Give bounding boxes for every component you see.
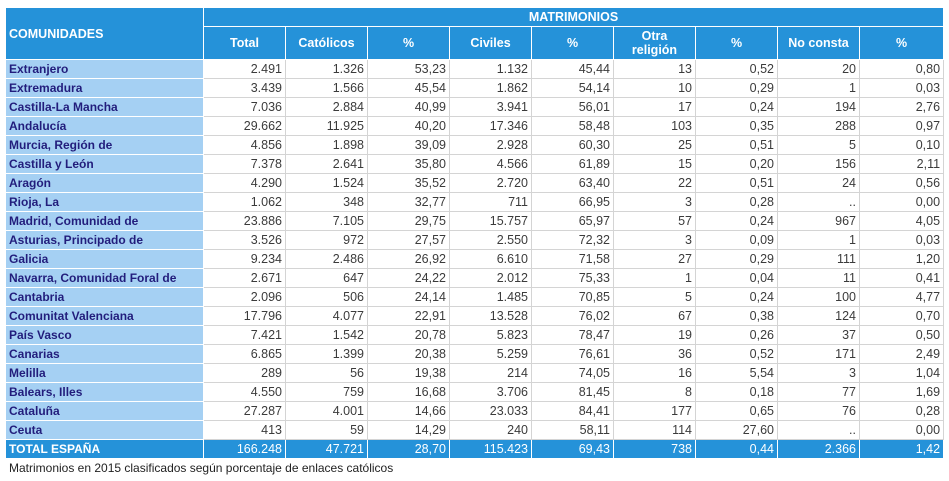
cell-pct-catolicos: 16,68: [368, 383, 450, 402]
cell-pct-otra-religion: 5,54: [696, 364, 778, 383]
cell-total: 9.234: [204, 250, 286, 269]
cell-pct-catolicos: 24,22: [368, 269, 450, 288]
cell-pct-no-consta: 0,41: [860, 269, 944, 288]
cell-no-consta: 77: [778, 383, 860, 402]
col-header-total: [204, 27, 286, 60]
cell-pct-civiles: 76,02: [532, 307, 614, 326]
cell-total: 17.796: [204, 307, 286, 326]
cell-pct-no-consta: 2,49: [860, 345, 944, 364]
cell-catolicos: 506: [286, 288, 368, 307]
total-row: [6, 440, 944, 459]
table-body: [6, 60, 944, 459]
cell-otra-religion: 36: [614, 345, 696, 364]
cell-otra-religion: 5: [614, 288, 696, 307]
cell-catolicos: 348: [286, 193, 368, 212]
col-header-label: %: [895, 36, 908, 50]
cell-catolicos: 4.077: [286, 307, 368, 326]
cell-no-consta: 37: [778, 326, 860, 345]
cell-no-consta: 2.366: [778, 440, 860, 459]
col-header-pct-otra-religion: [696, 27, 778, 60]
cell-pct-no-consta: 0,10: [860, 136, 944, 155]
region-label: Extranjero: [6, 60, 204, 79]
cell-catolicos: 7.105: [286, 212, 368, 231]
cell-no-consta: 1: [778, 231, 860, 250]
cell-pct-otra-religion: 0,35: [696, 117, 778, 136]
table-row: [6, 288, 944, 307]
col-header-label: Total: [230, 36, 259, 50]
cell-civiles: 17.346: [450, 117, 532, 136]
cell-total: 413: [204, 421, 286, 440]
cell-pct-otra-religion: 0,44: [696, 440, 778, 459]
cell-pct-otra-religion: 0,51: [696, 174, 778, 193]
group-header-matrimonios: MATRIMONIOS: [204, 8, 944, 27]
cell-catolicos: 2.884: [286, 98, 368, 117]
cell-pct-civiles: 81,45: [532, 383, 614, 402]
cell-pct-catolicos: 45,54: [368, 79, 450, 98]
col-header-no-consta: [778, 27, 860, 60]
region-label: Ceuta: [6, 421, 204, 440]
cell-pct-no-consta: 0,70: [860, 307, 944, 326]
cell-pct-otra-religion: 0,51: [696, 136, 778, 155]
cell-catolicos: 1.399: [286, 345, 368, 364]
cell-catolicos: 2.486: [286, 250, 368, 269]
cell-catolicos: 56: [286, 364, 368, 383]
cell-pct-otra-religion: 0,24: [696, 288, 778, 307]
cell-civiles: 1.485: [450, 288, 532, 307]
col-header-label: %: [566, 36, 579, 50]
cell-otra-religion: 22: [614, 174, 696, 193]
cell-catolicos: 972: [286, 231, 368, 250]
table-row: [6, 193, 944, 212]
cell-total: 7.421: [204, 326, 286, 345]
marriages-table-container: [5, 7, 943, 459]
cell-otra-religion: 57: [614, 212, 696, 231]
cell-otra-religion: 13: [614, 60, 696, 79]
cell-otra-religion: 10: [614, 79, 696, 98]
cell-total: 4.550: [204, 383, 286, 402]
cell-pct-catolicos: 20,78: [368, 326, 450, 345]
cell-no-consta: 156: [778, 155, 860, 174]
cell-pct-catolicos: 40,99: [368, 98, 450, 117]
cell-no-consta: 124: [778, 307, 860, 326]
col-header-pct-catolicos: [368, 27, 450, 60]
cell-civiles: 115.423: [450, 440, 532, 459]
cell-no-consta: 5: [778, 136, 860, 155]
cell-pct-no-consta: 0,03: [860, 231, 944, 250]
cell-total: 7.036: [204, 98, 286, 117]
table-row: [6, 98, 944, 117]
cell-catolicos: 4.001: [286, 402, 368, 421]
cell-total: 2.096: [204, 288, 286, 307]
cell-pct-civiles: 71,58: [532, 250, 614, 269]
cell-pct-otra-religion: 0,09: [696, 231, 778, 250]
cell-pct-no-consta: 1,04: [860, 364, 944, 383]
table-row: [6, 250, 944, 269]
cell-pct-catolicos: 29,75: [368, 212, 450, 231]
cell-pct-no-consta: 0,00: [860, 193, 944, 212]
cell-civiles: 711: [450, 193, 532, 212]
region-label: Asturias, Principado de: [6, 231, 204, 250]
cell-pct-civiles: 66,95: [532, 193, 614, 212]
col-header-pct-no-consta: [860, 27, 944, 60]
cell-pct-civiles: 61,89: [532, 155, 614, 174]
cell-otra-religion: 738: [614, 440, 696, 459]
cell-otra-religion: 1: [614, 269, 696, 288]
cell-civiles: 2.720: [450, 174, 532, 193]
cell-civiles: 2.550: [450, 231, 532, 250]
cell-pct-catolicos: 40,20: [368, 117, 450, 136]
table-row: [6, 326, 944, 345]
cell-pct-catolicos: 35,80: [368, 155, 450, 174]
cell-no-consta: 967: [778, 212, 860, 231]
cell-pct-catolicos: 26,92: [368, 250, 450, 269]
cell-civiles: 2.012: [450, 269, 532, 288]
table-row: [6, 136, 944, 155]
cell-no-consta: 24: [778, 174, 860, 193]
row-header-comunidades: COMUNIDADES: [6, 8, 204, 60]
cell-no-consta: 171: [778, 345, 860, 364]
cell-pct-otra-religion: 0,26: [696, 326, 778, 345]
cell-pct-otra-religion: 0,38: [696, 307, 778, 326]
region-label: País Vasco: [6, 326, 204, 345]
table-row: [6, 269, 944, 288]
cell-pct-otra-religion: 0,28: [696, 193, 778, 212]
cell-otra-religion: 27: [614, 250, 696, 269]
cell-catolicos: 47.721: [286, 440, 368, 459]
cell-total: 7.378: [204, 155, 286, 174]
cell-catolicos: 2.641: [286, 155, 368, 174]
cell-pct-otra-religion: 27,60: [696, 421, 778, 440]
cell-civiles: 1.862: [450, 79, 532, 98]
cell-no-consta: 100: [778, 288, 860, 307]
cell-civiles: 5.823: [450, 326, 532, 345]
cell-no-consta: 288: [778, 117, 860, 136]
cell-otra-religion: 16: [614, 364, 696, 383]
cell-pct-no-consta: 0,97: [860, 117, 944, 136]
cell-total: 2.671: [204, 269, 286, 288]
cell-pct-otra-religion: 0,52: [696, 60, 778, 79]
cell-otra-religion: 19: [614, 326, 696, 345]
cell-total: 2.491: [204, 60, 286, 79]
cell-pct-catolicos: 14,29: [368, 421, 450, 440]
cell-catolicos: 759: [286, 383, 368, 402]
cell-civiles: 240: [450, 421, 532, 440]
table-row: [6, 60, 944, 79]
cell-total: 27.287: [204, 402, 286, 421]
cell-pct-no-consta: 1,69: [860, 383, 944, 402]
cell-pct-catolicos: 39,09: [368, 136, 450, 155]
col-header-label: Civiles: [470, 36, 511, 50]
cell-pct-civiles: 54,14: [532, 79, 614, 98]
cell-no-consta: 20: [778, 60, 860, 79]
col-header-otra-religion: [614, 27, 696, 60]
region-label: Comunitat Valenciana: [6, 307, 204, 326]
cell-pct-civiles: 75,33: [532, 269, 614, 288]
cell-catolicos: 1.524: [286, 174, 368, 193]
col-header-civiles: [450, 27, 532, 60]
col-header-label: No consta: [788, 36, 849, 50]
cell-pct-no-consta: 4,77: [860, 288, 944, 307]
region-label: Rioja, La: [6, 193, 204, 212]
cell-civiles: 3.941: [450, 98, 532, 117]
cell-no-consta: ..: [778, 421, 860, 440]
cell-otra-religion: 177: [614, 402, 696, 421]
table-row: [6, 117, 944, 136]
cell-civiles: 5.259: [450, 345, 532, 364]
cell-catolicos: 1.326: [286, 60, 368, 79]
table-row: [6, 212, 944, 231]
cell-pct-no-consta: 4,05: [860, 212, 944, 231]
table-row: [6, 383, 944, 402]
cell-otra-religion: 67: [614, 307, 696, 326]
region-label: Navarra, Comunidad Foral de: [6, 269, 204, 288]
cell-pct-otra-religion: 0,18: [696, 383, 778, 402]
cell-pct-no-consta: 2,11: [860, 155, 944, 174]
cell-otra-religion: 25: [614, 136, 696, 155]
cell-pct-civiles: 84,41: [532, 402, 614, 421]
cell-total: 4.290: [204, 174, 286, 193]
cell-pct-no-consta: 0,00: [860, 421, 944, 440]
table-row: [6, 174, 944, 193]
cell-pct-catolicos: 20,38: [368, 345, 450, 364]
cell-total: 29.662: [204, 117, 286, 136]
cell-pct-otra-religion: 0,24: [696, 98, 778, 117]
cell-pct-catolicos: 53,23: [368, 60, 450, 79]
total-label: TOTAL ESPAÑA: [6, 440, 204, 459]
cell-pct-catolicos: 22,91: [368, 307, 450, 326]
cell-pct-civiles: 58,11: [532, 421, 614, 440]
cell-pct-catolicos: 19,38: [368, 364, 450, 383]
region-label: Melilla: [6, 364, 204, 383]
region-label: Galicia: [6, 250, 204, 269]
table-header: [6, 8, 944, 60]
cell-otra-religion: 114: [614, 421, 696, 440]
cell-no-consta: ..: [778, 193, 860, 212]
cell-pct-no-consta: 0,50: [860, 326, 944, 345]
region-label: Madrid, Comunidad de: [6, 212, 204, 231]
cell-pct-otra-religion: 0,04: [696, 269, 778, 288]
group-header-row: [6, 8, 944, 27]
cell-total: 289: [204, 364, 286, 383]
cell-pct-catolicos: 35,52: [368, 174, 450, 193]
col-header-label: %: [402, 36, 415, 50]
region-label: Extremadura: [6, 79, 204, 98]
cell-pct-catolicos: 24,14: [368, 288, 450, 307]
col-header-label: Católicos: [298, 36, 355, 50]
cell-no-consta: 111: [778, 250, 860, 269]
col-header-pct-civiles: [532, 27, 614, 60]
cell-catolicos: 59: [286, 421, 368, 440]
cell-pct-civiles: 60,30: [532, 136, 614, 155]
cell-civiles: 2.928: [450, 136, 532, 155]
cell-pct-no-consta: 0,28: [860, 402, 944, 421]
table-row: [6, 155, 944, 174]
cell-catolicos: 1.566: [286, 79, 368, 98]
cell-pct-otra-religion: 0,29: [696, 250, 778, 269]
cell-civiles: 13.528: [450, 307, 532, 326]
table-row: [6, 307, 944, 326]
region-label: Castilla y León: [6, 155, 204, 174]
cell-civiles: 6.610: [450, 250, 532, 269]
cell-pct-civiles: 70,85: [532, 288, 614, 307]
region-label: Cataluña: [6, 402, 204, 421]
cell-pct-no-consta: 0,80: [860, 60, 944, 79]
region-label: Aragón: [6, 174, 204, 193]
region-label: Murcia, Región de: [6, 136, 204, 155]
cell-total: 3.439: [204, 79, 286, 98]
cell-no-consta: 11: [778, 269, 860, 288]
cell-otra-religion: 8: [614, 383, 696, 402]
cell-civiles: 4.566: [450, 155, 532, 174]
cell-pct-civiles: 72,32: [532, 231, 614, 250]
region-label: Canarias: [6, 345, 204, 364]
cell-catolicos: 647: [286, 269, 368, 288]
table-caption: Matrimonios en 2015 clasificados según porcentaje de enlaces católicos: [9, 461, 394, 475]
cell-pct-catolicos: 14,66: [368, 402, 450, 421]
cell-civiles: 1.132: [450, 60, 532, 79]
cell-otra-religion: 103: [614, 117, 696, 136]
cell-no-consta: 1: [778, 79, 860, 98]
cell-pct-civiles: 65,97: [532, 212, 614, 231]
cell-otra-religion: 3: [614, 193, 696, 212]
cell-total: 166.248: [204, 440, 286, 459]
cell-otra-religion: 17: [614, 98, 696, 117]
cell-total: 4.856: [204, 136, 286, 155]
cell-pct-civiles: 58,48: [532, 117, 614, 136]
cell-pct-civiles: 78,47: [532, 326, 614, 345]
cell-total: 3.526: [204, 231, 286, 250]
cell-catolicos: 1.542: [286, 326, 368, 345]
cell-otra-religion: 3: [614, 231, 696, 250]
cell-pct-otra-religion: 0,65: [696, 402, 778, 421]
cell-pct-civiles: 69,43: [532, 440, 614, 459]
cell-civiles: 23.033: [450, 402, 532, 421]
cell-civiles: 214: [450, 364, 532, 383]
region-label: Andalucía: [6, 117, 204, 136]
cell-pct-no-consta: 0,03: [860, 79, 944, 98]
cell-pct-no-consta: 1,20: [860, 250, 944, 269]
cell-pct-otra-religion: 0,20: [696, 155, 778, 174]
cell-pct-catolicos: 32,77: [368, 193, 450, 212]
table-row: [6, 79, 944, 98]
cell-pct-catolicos: 28,70: [368, 440, 450, 459]
cell-catolicos: 11.925: [286, 117, 368, 136]
marriages-table: [5, 7, 944, 459]
cell-pct-civiles: 45,44: [532, 60, 614, 79]
cell-total: 6.865: [204, 345, 286, 364]
cell-pct-civiles: 63,40: [532, 174, 614, 193]
table-row: [6, 364, 944, 383]
col-header-label: %: [730, 36, 743, 50]
col-header-label: Otra religión: [631, 29, 678, 57]
cell-pct-otra-religion: 0,29: [696, 79, 778, 98]
region-label: Balears, Illes: [6, 383, 204, 402]
cell-pct-otra-religion: 0,24: [696, 212, 778, 231]
cell-pct-catolicos: 27,57: [368, 231, 450, 250]
cell-pct-no-consta: 2,76: [860, 98, 944, 117]
region-label: Castilla-La Mancha: [6, 98, 204, 117]
cell-no-consta: 194: [778, 98, 860, 117]
table-row: [6, 345, 944, 364]
cell-otra-religion: 15: [614, 155, 696, 174]
cell-pct-no-consta: 1,42: [860, 440, 944, 459]
cell-total: 1.062: [204, 193, 286, 212]
cell-civiles: 3.706: [450, 383, 532, 402]
table-row: [6, 402, 944, 421]
table-row: [6, 421, 944, 440]
cell-pct-civiles: 74,05: [532, 364, 614, 383]
table-row: [6, 231, 944, 250]
col-header-catolicos: [286, 27, 368, 60]
cell-pct-civiles: 76,61: [532, 345, 614, 364]
region-label: Cantabria: [6, 288, 204, 307]
cell-total: 23.886: [204, 212, 286, 231]
cell-pct-civiles: 56,01: [532, 98, 614, 117]
cell-pct-no-consta: 0,56: [860, 174, 944, 193]
cell-pct-otra-religion: 0,52: [696, 345, 778, 364]
cell-civiles: 15.757: [450, 212, 532, 231]
cell-catolicos: 1.898: [286, 136, 368, 155]
cell-no-consta: 3: [778, 364, 860, 383]
cell-no-consta: 76: [778, 402, 860, 421]
